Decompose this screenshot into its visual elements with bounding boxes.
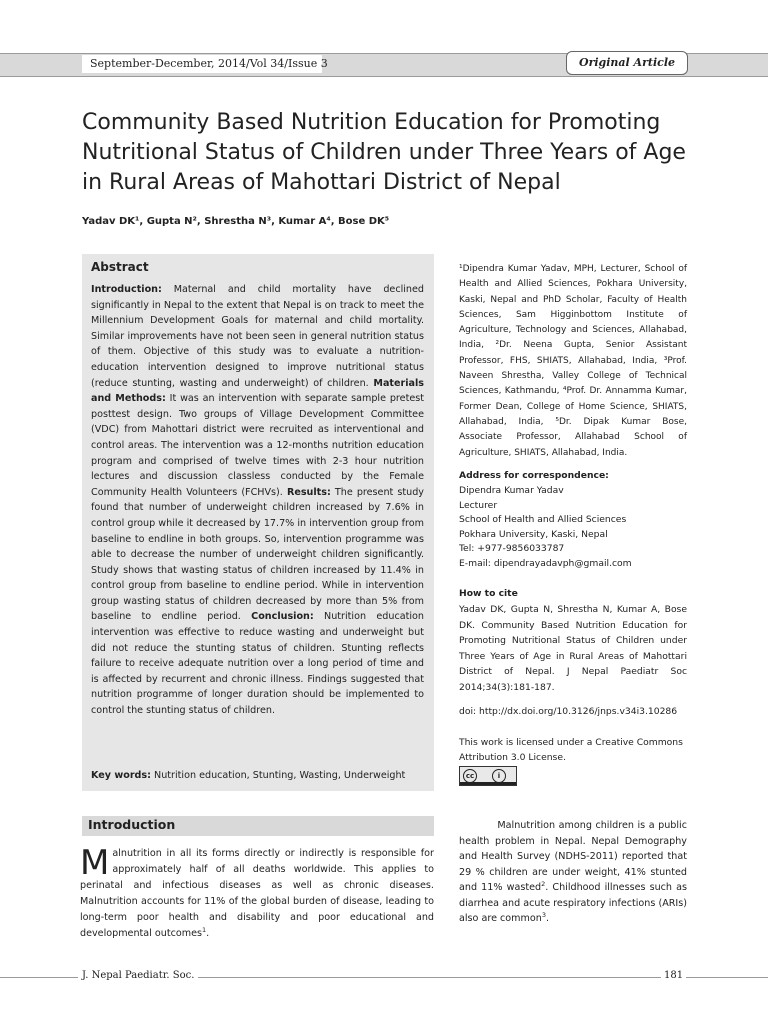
correspondence-line: Tel: +977-9856033787 [459,543,565,555]
introduction-heading: Introduction [88,817,176,832]
introduction-paragraph-right [459,818,687,927]
cc-badge-bar [460,782,516,785]
right-para-mid: . Childhood illnesses such as diarrhea and acute respiratory infections (ARIs) also are common [459,882,688,924]
intro-para-end: . [206,928,210,940]
conclusion-text: Nutrition education intervention was effective to reduce wasting and underweight but did not reduce the stunting status of children. Stunting reflects failure to receive adequate nutrition over a long period of time and is affected by recurrent and chronic illness. Findings suggested that nutrition programme of longer duration should be implemented to control the stunting status of children. [91,611,424,717]
issue-label: September-December, 2014/Vol 34/Issue 3 [90,57,328,70]
intro-text: Maternal and child mortality have declined significantly in Nepal to the extent that Nepal is on track to meet the Millennium Development Goals for maternal and child mortality. Similar improvements have not been seen in general nutrition status of them. Objective of this study was to evaluate a nutrition-education intervention designed to improve nutritional status (reduce stunting, wasting and underweight) of children. [91,284,424,389]
affiliations: ¹Dipendra Kumar Yadav, MPH, Lecturer, School of Health and Allied Sciences, Pokhara University, Kaski, Nepal and PhD Scholar, Faculty of Health Sciences, Sam Higginbottom Institute of Agriculture, Technology and Sciences, Allahabad, India, ²Dr. Neena Gupta, Senior Assistant Professor, FHS, SHIATS, Allahabad, India, ³Prof. Naveen Shrestha, Valley College of Technical Sciences, Kathmandu, ⁴Prof. Dr. Annamma Kumar, Former Dean, College of Home Science, SHIATS, Allahabad, India, ⁵Dr. Dipak Kumar Bose, Associate Professor, Allahabad School of Agriculture, SHIATS, Allahabad, India. [459,264,687,458]
cc-license-badge[interactable] [459,766,517,786]
conclusion-label: Conclusion: [251,611,314,623]
citation-ref: 1 [201,926,207,935]
abstract-heading: Abstract [91,260,149,274]
cite-heading: How to cite [459,588,518,599]
correspondence-line: Lecturer [459,499,498,511]
abstract-text [91,282,424,719]
cc-icon: cc [463,769,477,783]
results-label: Results: [286,486,331,498]
footer-journal: J. Nepal Paediatr. Soc. [78,970,198,981]
results-text: The present study found that number of underweight children increased by 7.6% in control group while it decreased by 17.7% in intervention group from baseline to endline in both groups. So, intervention programme was able to decrease the number of underweight children significantly. Study shows that wasting status of children increased by 11.4% in control group from baseline to endline period. While in intervention group wasting status of children decreased by more than 5% from baseline to endline period. [91,486,424,623]
page-number: 181 [661,970,686,981]
keywords-text: Nutrition education, Stunting, Wasting, Underweight [150,770,406,781]
correspondence-line: Dipendra Kumar Yadav [459,485,564,496]
keywords-label: Key words: [91,770,151,781]
license-text: This work is licensed under a Creative Commons Attribution 3.0 License. [459,737,683,764]
abstract-box [82,254,434,791]
methods-text: It was an intervention with separate sample pretest posttest design. Two groups of Village Development Committee (VDC) from Mahottari district were recruited as interventional and control areas. The intervention was a 12-months nutrition education program and comprised of twelve times with 2-3 hour nutrition lectures and discussion classless conducted by the Female Community Health Volunteers (FCHVs). [91,393,424,498]
correspondence-line: Pokhara University, Kaski, Nepal [459,528,608,540]
correspondence-address [459,484,689,572]
citation-ref: 3 [541,910,546,919]
correspondence-line: School of Health and Allied Sciences [459,514,627,526]
keywords [91,770,405,781]
citation-ref: 2 [541,879,546,888]
cite-text: Yadav DK, Gupta N, Shrestha N, Kumar A, Bose DK. Community Based Nutrition Education for Promoting Nutritional Status of Children under Three Years of Age in Rural Areas of Mahottari District of Nepal. J Nepal Paediatr Soc 2014;34(3):181-187. [459,604,687,693]
author-list: Yadav DK¹, Gupta N², Shrestha N³, Kumar A⁴, Bose DK⁵ [82,216,390,227]
article-title: Community Based Nutrition Education for Promoting Nutritional Status of Children under Three Years of Age in Rural Areas of Mahottari District of Nepal [82,110,686,195]
right-para-end: . [545,913,550,924]
correspondence-heading: Address for correspondence: [459,470,609,481]
article-type-tag: Original Article [566,51,688,75]
intro-label: Introduction: [91,284,162,295]
by-icon: i [492,769,506,783]
right-para-text: Malnutrition among children is a public health problem in Nepal. Nepal Demography and Health Survey (NDHS-2011) reported that 29 % children are under weight, 41% stunted and 11% wasted [459,820,687,893]
introduction-paragraph [80,843,434,943]
methods-label: Materials and Methods: [91,377,424,405]
intro-para-text: alnutrition in all its forms directly or indirectly is responsible for approximately half of all deaths worldwide. This applies to perinatal and infectious diseases as well as chronic diseases. Malnutrition accounts for 11% of the global burden of disease, leading to long-term poor health and disability and poor educational and developmental outcomes [80,848,434,940]
doi-link[interactable]: doi: http://dx.doi.org/10.3126/jnps.v34i3.10286 [459,706,678,717]
drop-cap: M [80,843,110,883]
correspondence-email[interactable]: E-mail: dipendrayadavph@gmail.com [459,557,632,569]
